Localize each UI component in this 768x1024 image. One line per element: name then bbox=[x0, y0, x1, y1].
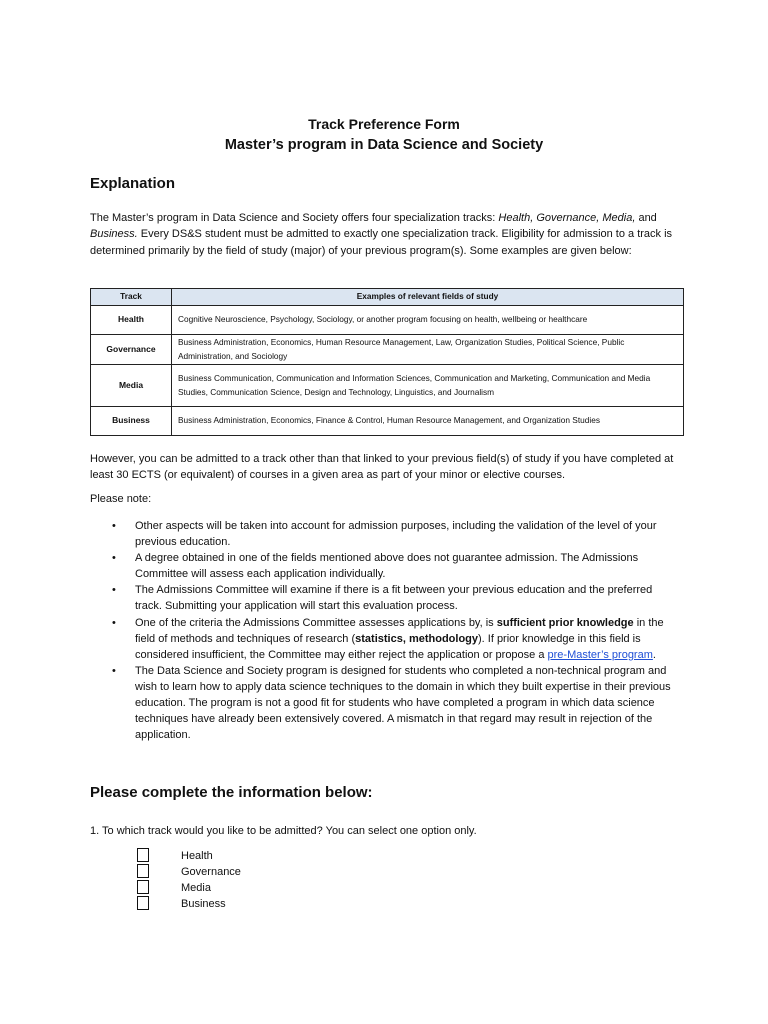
bullet-icon: • bbox=[112, 664, 116, 677]
tracks-table bbox=[90, 288, 684, 436]
list-item: • One of the criteria the Admissions Committee assesses applications by, is sufficient prior knowledge in the field of methods and techniques of research (statistics, methodology). If prior knowledge in this field is considered insufficient, the Committee may either reject the application or propose a pre-Master’s program. bbox=[112, 616, 664, 661]
table-header-row bbox=[91, 289, 684, 306]
track-name: Health bbox=[91, 306, 172, 335]
track-fields: Cognitive Neuroscience, Psychology, Sociology, or another program focusing on health, wellbeing or healthcare bbox=[172, 306, 684, 335]
checkbox-governance[interactable] bbox=[137, 864, 149, 878]
table-row bbox=[91, 306, 684, 335]
option-label: Media bbox=[181, 882, 211, 894]
bullet-icon: • bbox=[112, 584, 116, 597]
list-item: • A degree obtained in one of the fields mentioned above does not guarantee admission. The Admissions Committee will assess each application individually. bbox=[112, 552, 639, 581]
form-title: Track Preference Form bbox=[308, 116, 460, 132]
checkbox-media[interactable] bbox=[137, 880, 149, 894]
option-label: Governance bbox=[181, 866, 241, 878]
option-label: Health bbox=[181, 850, 213, 862]
track-name: Governance bbox=[91, 335, 172, 365]
program-title: Master’s program in Data Science and Society bbox=[224, 137, 544, 153]
please-note-label: Please note: bbox=[90, 493, 152, 505]
table-row bbox=[91, 365, 684, 407]
checkbox-business[interactable] bbox=[137, 896, 149, 910]
track-name: Media bbox=[91, 365, 172, 407]
checkbox-health[interactable] bbox=[137, 848, 149, 862]
track-fields: Business Administration, Economics, Human Resource Management, Law, Organization Studies, Political Science, Public Administration, and Sociology bbox=[172, 335, 684, 365]
title-block bbox=[0, 114, 768, 156]
notes-list bbox=[112, 518, 672, 743]
explanation-paragraph: The Master’s program in Data Science and Society offers four specialization tracks: Health, Governance, Media, and Business. Every DS&S student must be admitted to exactly one specialization track. Eligibility for admission to a track is determined primarily by the field of study (major) of your previous program(s). Some examples are given below: bbox=[90, 212, 673, 257]
however-paragraph: However, you can be admitted to a track other than that linked to your previous field(s) of study if you have completed at least 30 ECTS (or equivalent) of courses in a given area as part of your minor or elective courses. bbox=[90, 453, 674, 482]
list-item: • The Data Science and Society program is designed for students who completed a non-technical program and wish to learn how to apply data science techniques to the domain in which they built expertise in their previous education. The program is not a good fit for students who have completed a program in which data science techniques have already been extensively covered. A mismatch in that regard may result in rejection of the application. bbox=[112, 664, 671, 742]
table-row bbox=[91, 335, 684, 365]
bullet-icon: • bbox=[112, 552, 116, 565]
complete-info-heading: Please complete the information below: bbox=[90, 784, 373, 801]
table-header-fields: Examples of relevant fields of study bbox=[172, 289, 684, 306]
track-name: Business bbox=[91, 407, 172, 436]
option-label: Business bbox=[181, 898, 226, 910]
bullet-icon: • bbox=[112, 616, 116, 629]
track-fields: Business Administration, Economics, Finance & Control, Human Resource Management, and Organization Studies bbox=[172, 407, 684, 436]
explanation-heading: Explanation bbox=[90, 175, 176, 192]
list-item: • The Admissions Committee will examine if there is a fit between your previous education and the preferred track. Submitting your application will start this evaluation process. bbox=[112, 584, 653, 613]
list-item: • Other aspects will be taken into account for admission purposes, including the validation of the level of your previous education. bbox=[112, 520, 657, 549]
track-fields: Business Communication, Communication and Information Sciences, Communication and Marketing, Communication and Media Studies, Communication Science, Design and Technology, Linguistics, and Journalism bbox=[172, 365, 684, 407]
table-row bbox=[91, 407, 684, 436]
bullet-icon: • bbox=[112, 520, 116, 532]
question-1: 1. To which track would you like to be admitted? You can select one option only. bbox=[90, 825, 477, 837]
table-header-track: Track bbox=[91, 289, 172, 306]
pre-masters-program-link[interactable]: pre-Master’s program bbox=[547, 648, 653, 661]
